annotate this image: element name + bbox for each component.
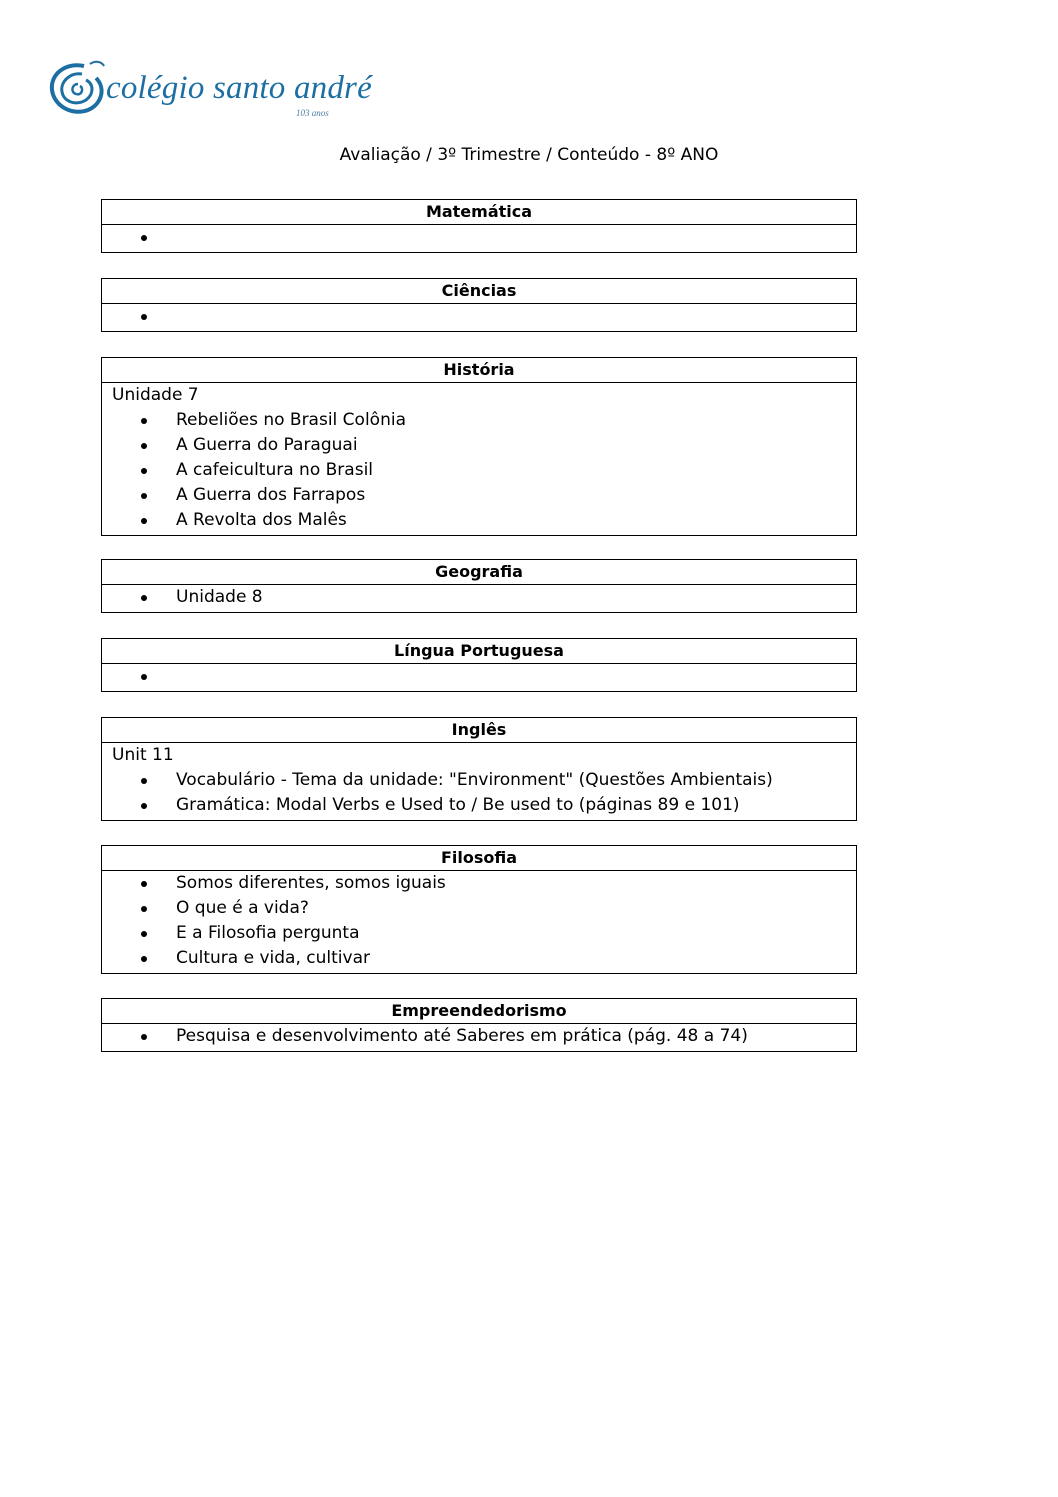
list-item-text: Pesquisa e desenvolvimento até Saberes em prática (pág. 48 a 74) [176,1026,748,1046]
logo-text: colégio santo andré [106,70,372,106]
bullet-icon [141,674,147,680]
document-title: Avaliação / 3º Trimestre / Conteúdo - 8º ANO [339,145,719,165]
list-item-text: Unidade 8 [176,587,263,607]
section-header: Ciências [102,279,856,304]
section-lingua-portuguesa [101,638,857,692]
section-intro: Unit 11 [112,745,174,765]
bullet-icon [141,906,147,912]
section-geografia [101,559,857,613]
list-item-text: A Guerra do Paraguai [176,435,358,455]
section-header: Inglês [102,718,856,743]
logo-subtext: 103 anos [296,108,329,118]
section-matematica [101,199,857,253]
bullet-icon [141,595,147,601]
section-header: Filosofia [102,846,856,871]
list-item-text: A Guerra dos Farrapos [176,485,366,505]
section-body [102,743,856,820]
section-body [102,304,856,331]
list-item [102,508,856,533]
list-item [102,304,856,329]
section-header: História [102,358,856,383]
section-header: Empreendedorismo [102,999,856,1024]
list-item-text: Rebeliões no Brasil Colônia [176,410,406,430]
section-header: Geografia [102,560,856,585]
section-historia [101,357,857,536]
bullet-icon [141,803,147,809]
section-body [102,383,856,535]
list-item [102,946,856,971]
list-item [102,483,856,508]
section-filosofia [101,845,857,974]
list-item [102,225,856,250]
bullet-icon [141,418,147,424]
bullet-icon [141,314,147,320]
list-item-text: Vocabulário - Tema da unidade: "Environment" (Questões Ambientais) [176,770,773,790]
section-body [102,871,856,973]
list-item [102,896,856,921]
list-item [102,1024,856,1049]
section-body [102,585,856,612]
list-item-text: O que é a vida? [176,898,309,918]
bullet-icon [141,235,147,241]
bullet-icon [141,1034,147,1040]
list-item [102,408,856,433]
bullet-icon [141,778,147,784]
list-item [102,664,856,689]
list-item-text: A Revolta dos Malês [176,510,347,530]
list-item-text: Gramática: Modal Verbs e Used to / Be used to (páginas 89 e 101) [176,795,740,815]
section-body [102,1024,856,1051]
section-body [102,225,856,252]
list-item-text: Cultura e vida, cultivar [176,948,370,968]
bullet-icon [141,468,147,474]
section-intro: Unidade 7 [112,385,199,405]
section-body [102,664,856,691]
list-item [102,433,856,458]
bullet-icon [141,931,147,937]
list-item [102,458,856,483]
swirl-logo-icon [48,58,108,120]
list-item [102,871,856,896]
section-header: Língua Portuguesa [102,639,856,664]
list-item-text: A cafeicultura no Brasil [176,460,374,480]
school-logo [48,58,372,120]
bullet-icon [141,443,147,449]
section-header: Matemática [102,200,856,225]
section-ciencias [101,278,857,332]
list-item [102,768,856,793]
bullet-icon [141,956,147,962]
bullet-icon [141,518,147,524]
list-item [102,921,856,946]
section-ingles [101,717,857,821]
list-item [102,585,856,610]
bullet-icon [141,493,147,499]
list-item [102,793,856,818]
list-item-text: Somos diferentes, somos iguais [176,873,446,893]
list-item-text: E a Filosofia pergunta [176,923,360,943]
bullet-icon [141,881,147,887]
section-empreendedorismo [101,998,857,1052]
